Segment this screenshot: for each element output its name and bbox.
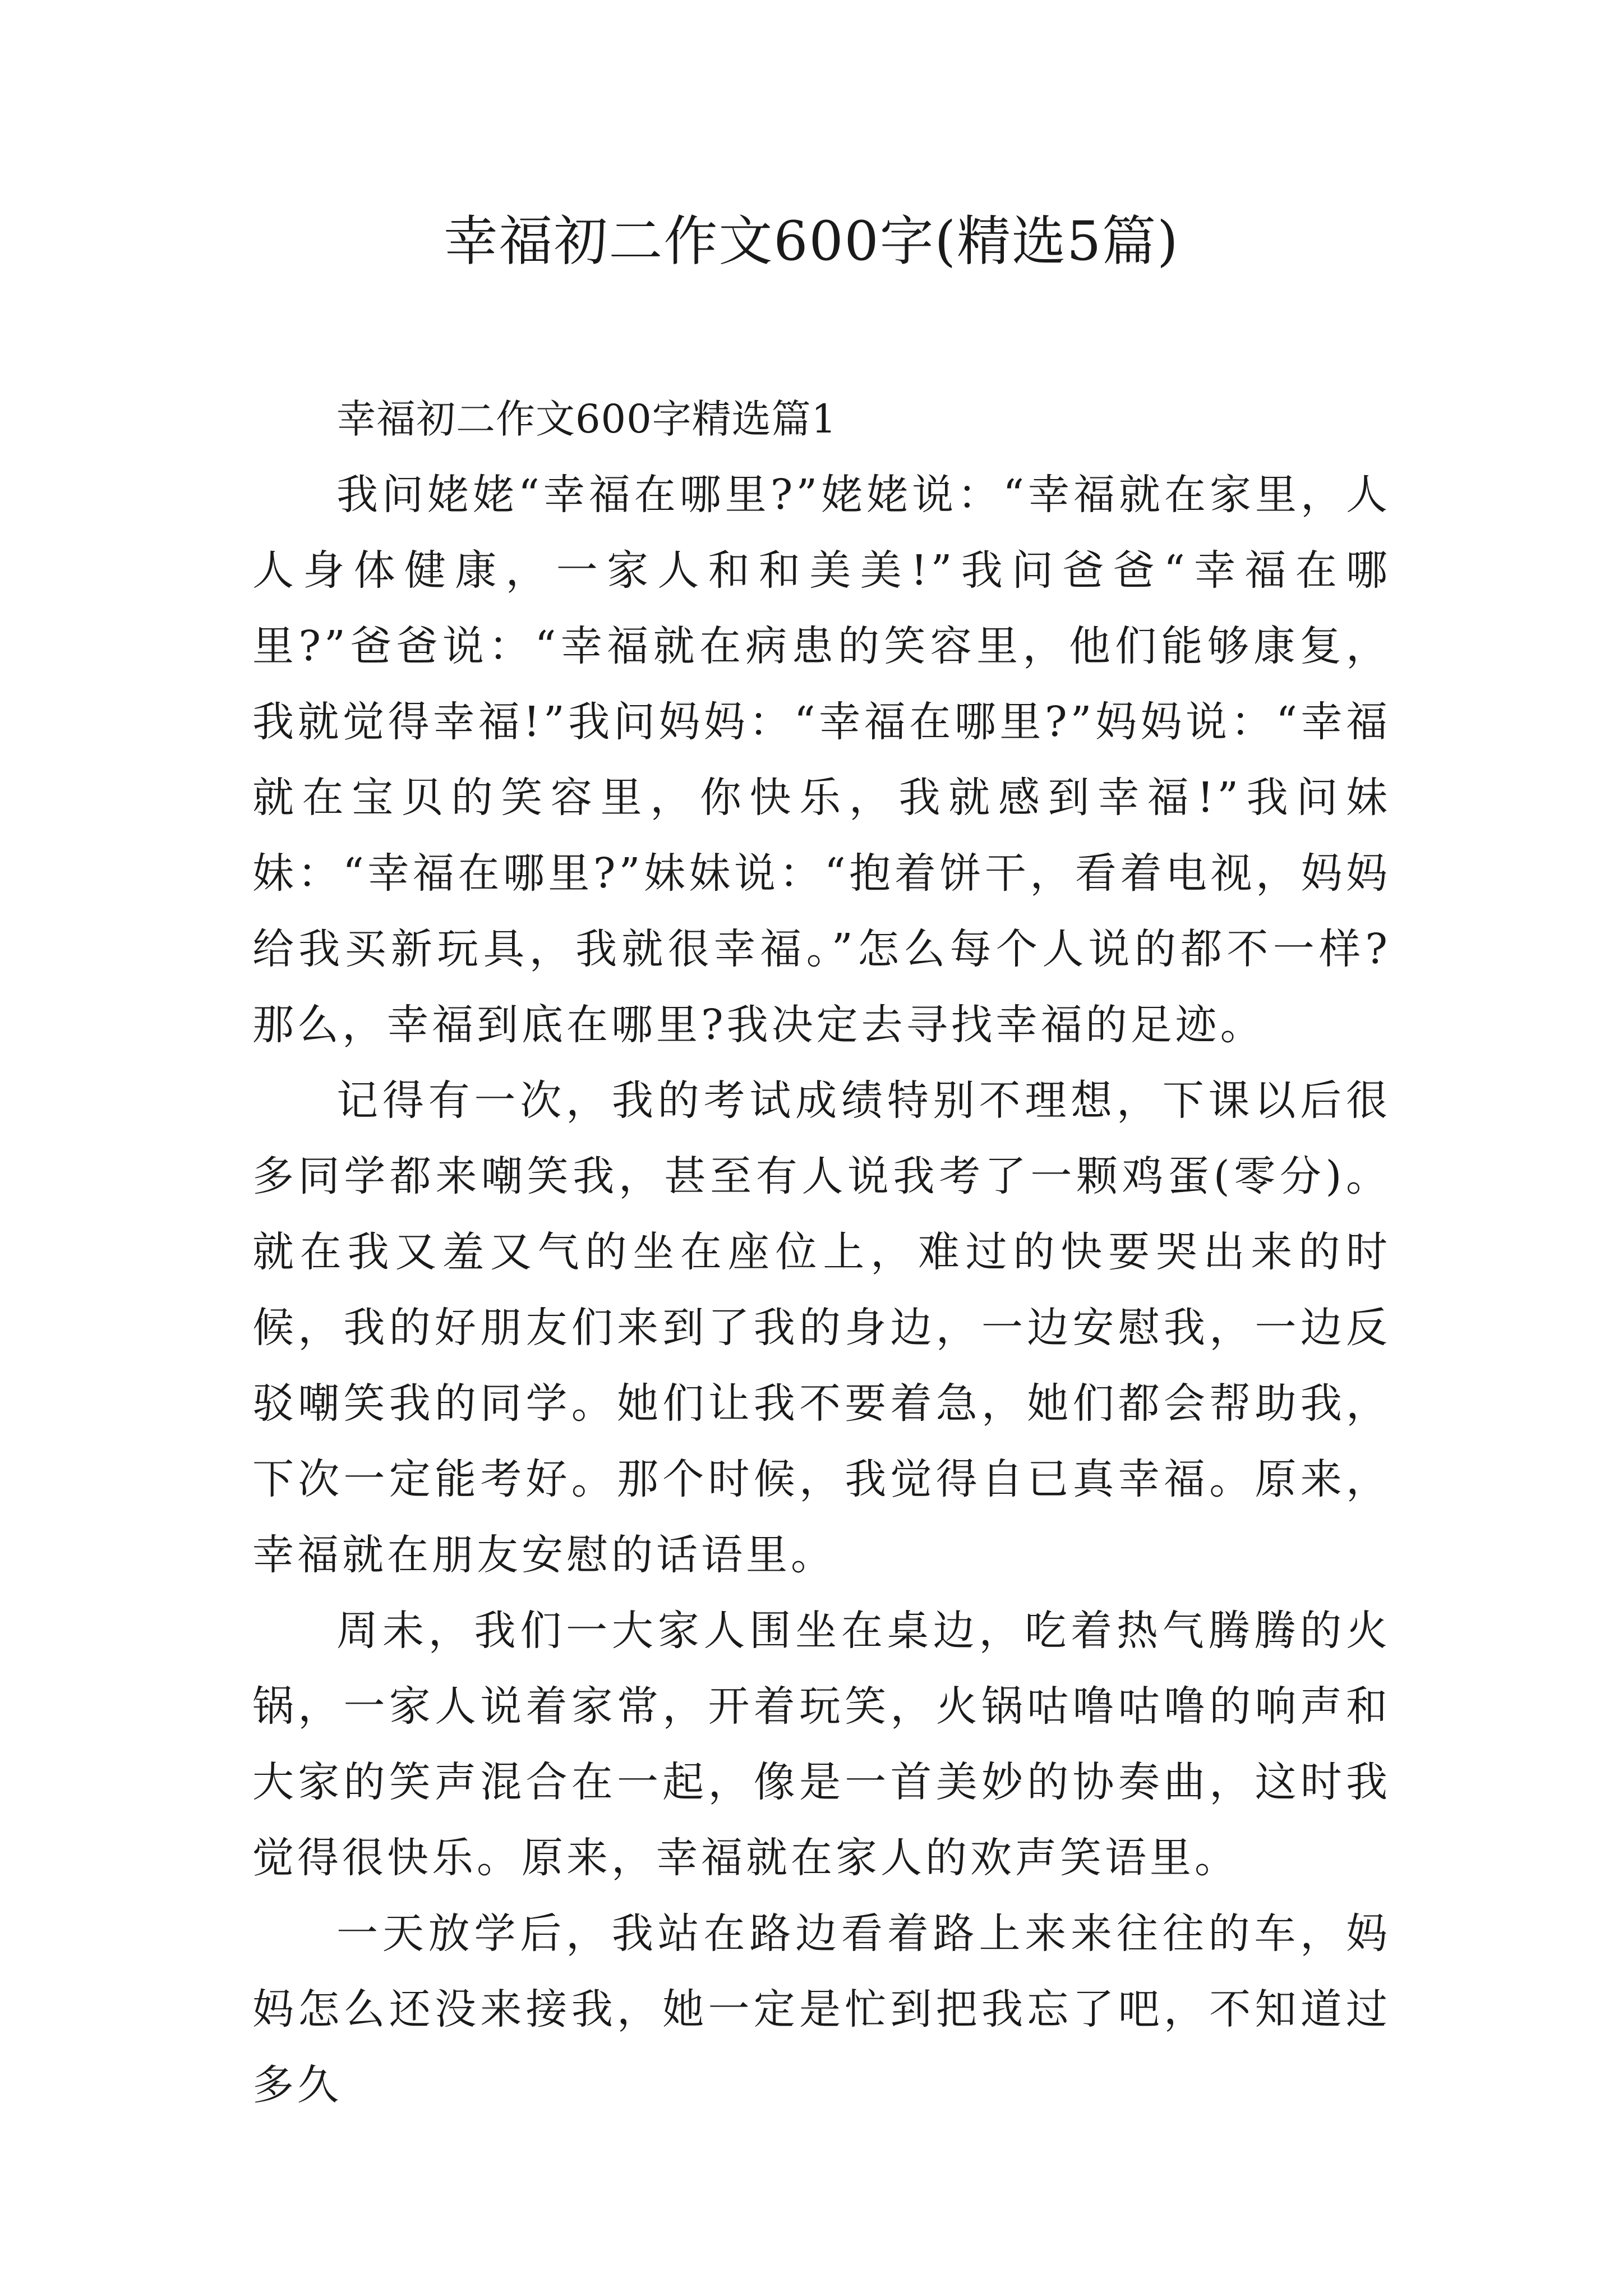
paragraph-1: 我问姥姥“幸福在哪里?”姥姥说：“幸福就在家里，人人身体健康，一家人和和美美!”我问爸爸“幸福在哪里?”爸爸说：“幸福就在病患的笑容里，他们能够康复，我就觉得幸福!”我问妈妈：“幸福在哪里?”妈妈说：“幸福就在宝贝的笑容里，你快乐，我就感到幸福!”我问妹妹：“幸福在哪里?”妹妹说：“抱着饼干，看着电视，妈妈给我买新玩具，我就很幸福。”怎么每个人说的都不一样?那么，幸福到底在哪里?我决定去寻找幸福的足迹。: [252, 471, 1391, 1049]
paragraph-4: 一天放学后，我站在路边看着路上来来往往的车，妈妈怎么还没来接我，她一定是忙到把我忘了吧，不知道过多久: [252, 1910, 1391, 2109]
document-title: 幸福初二作文600字(精选5篇): [444, 210, 1179, 273]
section-heading: 幸福初二作文600字精选篇1: [336, 396, 837, 442]
paragraph-2: 记得有一次，我的考试成绩特别不理想，下课以后很多同学都来嘲笑我，甚至有人说我考了一颗鸡蛋(零分)。就在我又羞又气的坐在座位上，难过的快要哭出来的时候，我的好朋友们来到了我的身边，一边安慰我，一边反驳嘲笑我的同学。她们让我不要着急，她们都会帮助我，下次一定能考好。那个时候，我觉得自已真幸福。原来，幸福就在朋友安慰的话语里。: [252, 1076, 1391, 1579]
document-body: [252, 381, 1391, 2123]
paragraph-3: 周未，我们一大家人围坐在桌边，吃着热气腾腾的火锅，一家人说着家常，开着玩笑，火锅咕噜咕噜的响声和大家的笑声混合在一起，像是一首美妙的协奏曲，这时我觉得很快乐。原来，幸福就在家人的欢声笑语里。: [252, 1607, 1391, 1882]
